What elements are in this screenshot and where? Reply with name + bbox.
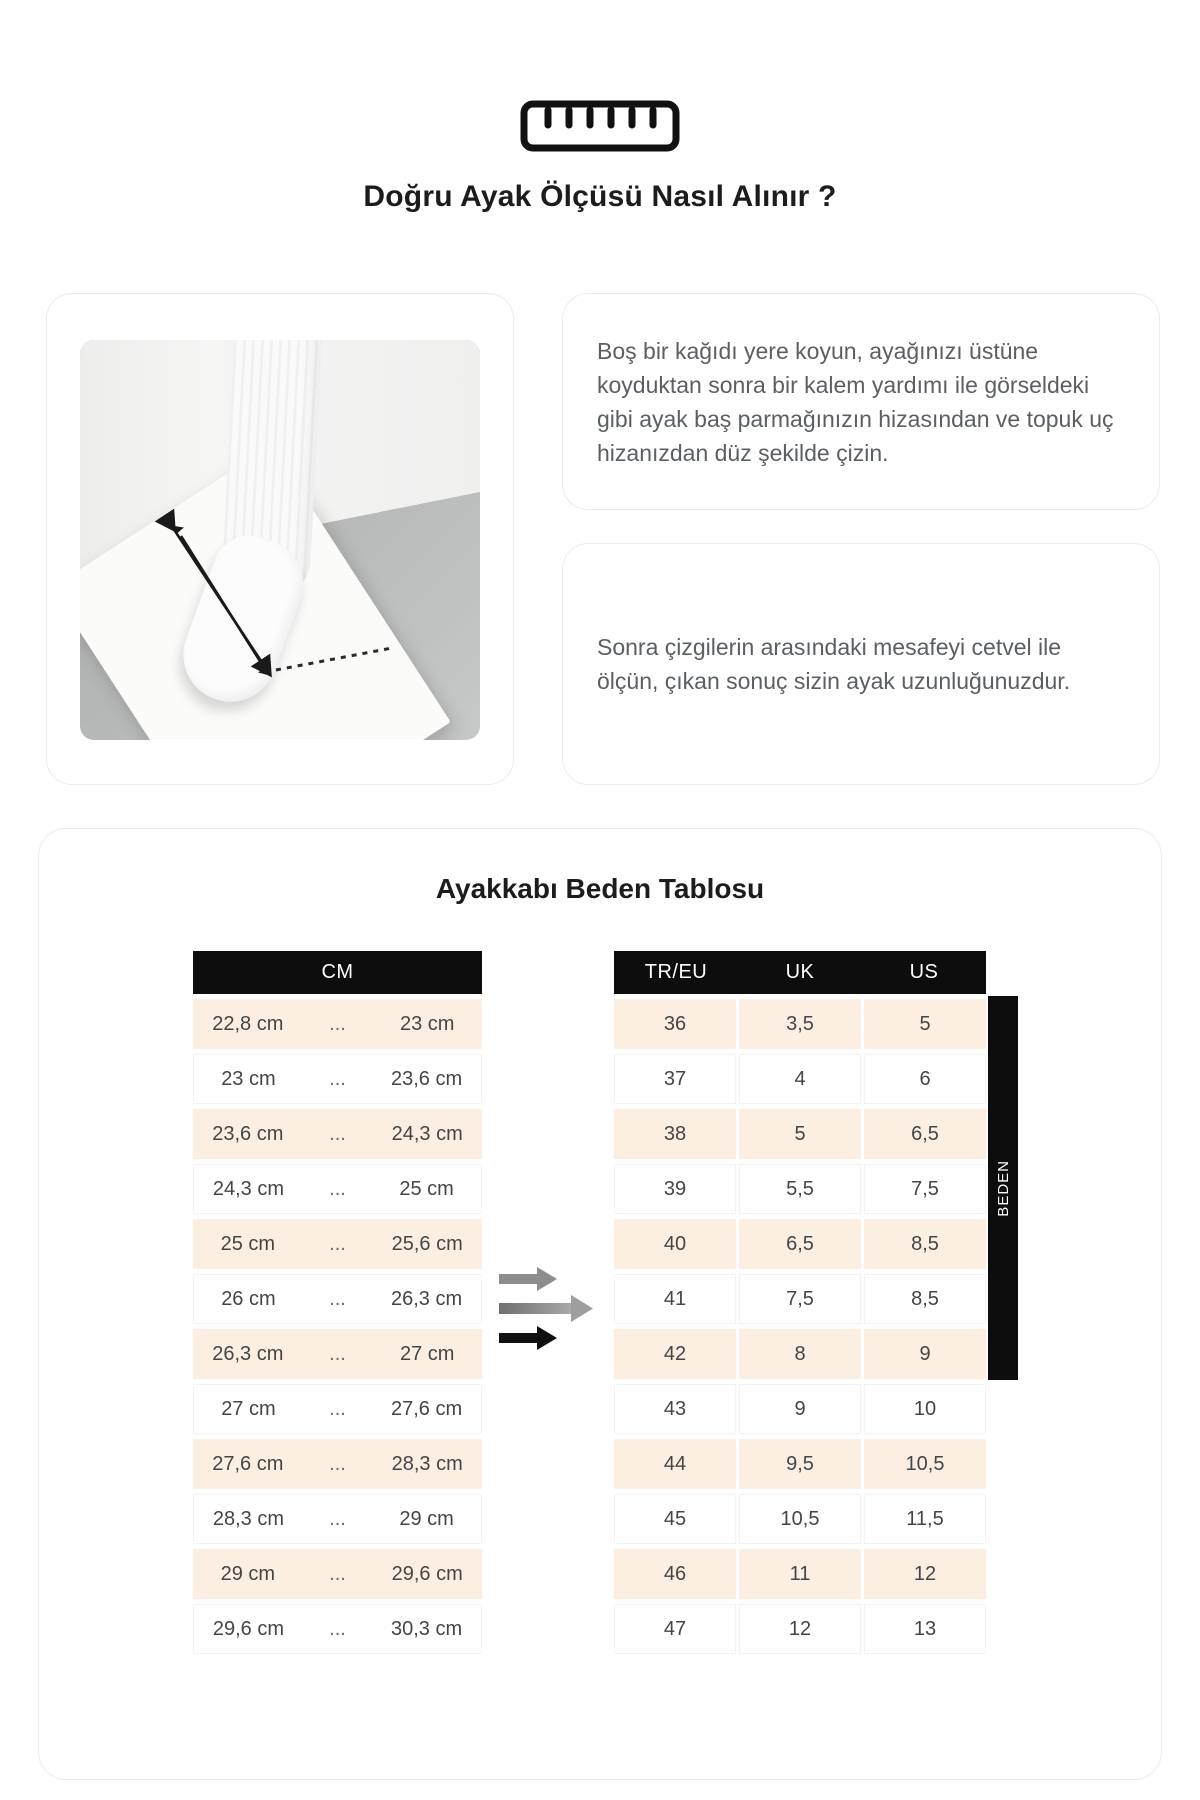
cm-table-row bbox=[193, 1109, 482, 1159]
triple-arrow-icon bbox=[497, 1261, 597, 1361]
conversion-cell: 47 bbox=[614, 1604, 736, 1654]
cm-min-value: 26,3 cm bbox=[212, 1342, 284, 1365]
cm-max-value: 29 cm bbox=[399, 1507, 454, 1530]
conversion-cell: 12 bbox=[739, 1604, 861, 1654]
cm-min-value: 23,6 cm bbox=[212, 1122, 284, 1145]
conversion-cell: 43 bbox=[614, 1384, 736, 1434]
range-separator: ... bbox=[329, 1562, 346, 1585]
instruction-text-2: Sonra çizgilerin arasındaki mesafeyi cetvel ile ölçün, çıkan sonuç sizin ayak uzunluğunuzdur. bbox=[597, 634, 1071, 694]
cm-table-row bbox=[193, 1219, 482, 1269]
conversion-cell: 6,5 bbox=[739, 1219, 861, 1269]
cm-table-row bbox=[193, 999, 482, 1049]
size-chart-title: Ayakkabı Beden Tablosu bbox=[435, 873, 765, 904]
cm-table-row bbox=[193, 1439, 482, 1489]
cm-table-body bbox=[193, 999, 482, 1654]
conversion-cell: 41 bbox=[614, 1274, 736, 1324]
conversion-cell: 46 bbox=[614, 1549, 736, 1599]
cm-table-row bbox=[193, 1274, 482, 1324]
cm-min-value: 29 cm bbox=[220, 1562, 276, 1585]
range-separator: ... bbox=[329, 1177, 346, 1200]
cm-table-row bbox=[193, 1494, 482, 1544]
conversion-cell: 36 bbox=[614, 999, 736, 1049]
size-chart-card bbox=[38, 828, 1162, 1780]
cm-table-header bbox=[193, 951, 482, 994]
range-separator: ... bbox=[329, 1507, 346, 1530]
conversion-table-body bbox=[614, 994, 986, 1654]
range-separator: ... bbox=[329, 1012, 346, 1035]
cm-header-label: CM bbox=[321, 961, 354, 983]
conversion-cell: 6,5 bbox=[864, 1109, 986, 1159]
range-separator: ... bbox=[329, 1067, 346, 1090]
conversion-cell: 10,5 bbox=[864, 1439, 986, 1489]
cm-max-value: 25 cm bbox=[399, 1177, 454, 1200]
conversion-cell: 5,5 bbox=[739, 1164, 861, 1214]
beden-side-bar bbox=[988, 996, 1018, 1380]
header-cell-treu: TR/EU bbox=[644, 961, 708, 983]
conversion-cell: 11 bbox=[739, 1549, 861, 1599]
cm-table-row bbox=[193, 1164, 482, 1214]
cm-max-value: 27,6 cm bbox=[390, 1397, 463, 1420]
cm-table-row bbox=[193, 1384, 482, 1434]
conversion-cell: 3,5 bbox=[739, 999, 861, 1049]
cm-max-value: 26,3 cm bbox=[390, 1287, 463, 1310]
conversion-cell: 7,5 bbox=[739, 1274, 861, 1324]
toe-dashed-line bbox=[276, 648, 392, 670]
conversion-cell: 37 bbox=[614, 1054, 736, 1104]
conversion-cell: 38 bbox=[614, 1109, 736, 1159]
conversion-cell: 45 bbox=[614, 1494, 736, 1544]
cm-max-value: 23 cm bbox=[399, 1012, 455, 1035]
measurement-arrow-icon bbox=[80, 340, 480, 740]
range-separator: ... bbox=[329, 1287, 346, 1310]
conversion-table-header bbox=[614, 951, 986, 994]
range-separator: ... bbox=[329, 1122, 346, 1145]
conversion-cell: 40 bbox=[614, 1219, 736, 1269]
conversion-cell: 7,5 bbox=[864, 1164, 986, 1214]
conversion-cell: 13 bbox=[864, 1604, 986, 1654]
conversion-cell: 4 bbox=[739, 1054, 861, 1104]
header-cell-us: US bbox=[909, 961, 939, 983]
instruction-card-2 bbox=[562, 543, 1160, 785]
conversion-cell: 42 bbox=[614, 1329, 736, 1379]
cm-max-value: 24,3 cm bbox=[391, 1122, 463, 1145]
conversion-cell: 9 bbox=[739, 1384, 861, 1434]
cm-min-value: 22,8 cm bbox=[212, 1012, 284, 1035]
conversion-cell: 8,5 bbox=[864, 1274, 986, 1324]
photo-card bbox=[46, 293, 514, 785]
cm-max-value: 25,6 cm bbox=[391, 1232, 463, 1255]
conversion-cell: 8 bbox=[739, 1329, 861, 1379]
beden-label: BEDEN bbox=[994, 1159, 1012, 1217]
cm-min-value: 27,6 cm bbox=[212, 1452, 284, 1475]
cm-max-value: 30,3 cm bbox=[390, 1617, 463, 1640]
conversion-cell: 9 bbox=[864, 1329, 986, 1379]
conversion-cell: 12 bbox=[864, 1549, 986, 1599]
conversion-cell: 10 bbox=[864, 1384, 986, 1434]
cm-table-row bbox=[193, 1329, 482, 1379]
cm-table bbox=[193, 951, 482, 1654]
range-separator: ... bbox=[329, 1617, 346, 1640]
conversion-cell: 6 bbox=[864, 1054, 986, 1104]
conversion-cell: 5 bbox=[739, 1109, 861, 1159]
cm-min-value: 24,3 cm bbox=[212, 1177, 284, 1200]
cm-max-value: 23,6 cm bbox=[390, 1067, 463, 1090]
conversion-cell: 10,5 bbox=[739, 1494, 861, 1544]
conversion-cell: 8,5 bbox=[864, 1219, 986, 1269]
cm-min-value: 23 cm bbox=[221, 1067, 276, 1090]
conversion-cell: 44 bbox=[614, 1439, 736, 1489]
range-separator: ... bbox=[329, 1232, 346, 1255]
cm-table-row bbox=[193, 1054, 482, 1104]
foot-photo bbox=[80, 340, 480, 740]
range-separator: ... bbox=[329, 1342, 346, 1365]
conversion-cell: 39 bbox=[614, 1164, 736, 1214]
cm-max-value: 29,6 cm bbox=[391, 1562, 463, 1585]
header-cell-uk: UK bbox=[785, 961, 815, 983]
cm-min-value: 29,6 cm bbox=[212, 1617, 284, 1640]
cm-min-value: 26 cm bbox=[221, 1287, 276, 1310]
range-separator: ... bbox=[329, 1397, 346, 1420]
instruction-text-1: Boş bir kağıdı yere koyun, ayağınızı üstüne koyduktan sonra bir kalem yardımı ile görseldeki gibi ayak baş parmağınızın hizasından ve topuk uç hizanızdan düz şekilde çizin. bbox=[597, 337, 1114, 466]
cm-max-value: 28,3 cm bbox=[391, 1452, 463, 1475]
page-title: Doğru Ayak Ölçüsü Nasıl Alınır ? bbox=[363, 180, 837, 213]
cm-min-value: 28,3 cm bbox=[212, 1507, 284, 1530]
conversion-table bbox=[614, 951, 986, 1654]
cm-min-value: 25 cm bbox=[220, 1232, 276, 1255]
cm-table-row bbox=[193, 1604, 482, 1654]
range-separator: ... bbox=[329, 1452, 346, 1475]
cm-max-value: 27 cm bbox=[399, 1342, 455, 1365]
ruler-icon bbox=[0, 100, 1200, 152]
conversion-cell: 5 bbox=[864, 999, 986, 1049]
cm-min-value: 27 cm bbox=[221, 1397, 276, 1420]
cm-table-row bbox=[193, 1549, 482, 1599]
instruction-card-1 bbox=[562, 293, 1160, 510]
conversion-cell: 11,5 bbox=[864, 1494, 986, 1544]
conversion-cell: 9,5 bbox=[739, 1439, 861, 1489]
